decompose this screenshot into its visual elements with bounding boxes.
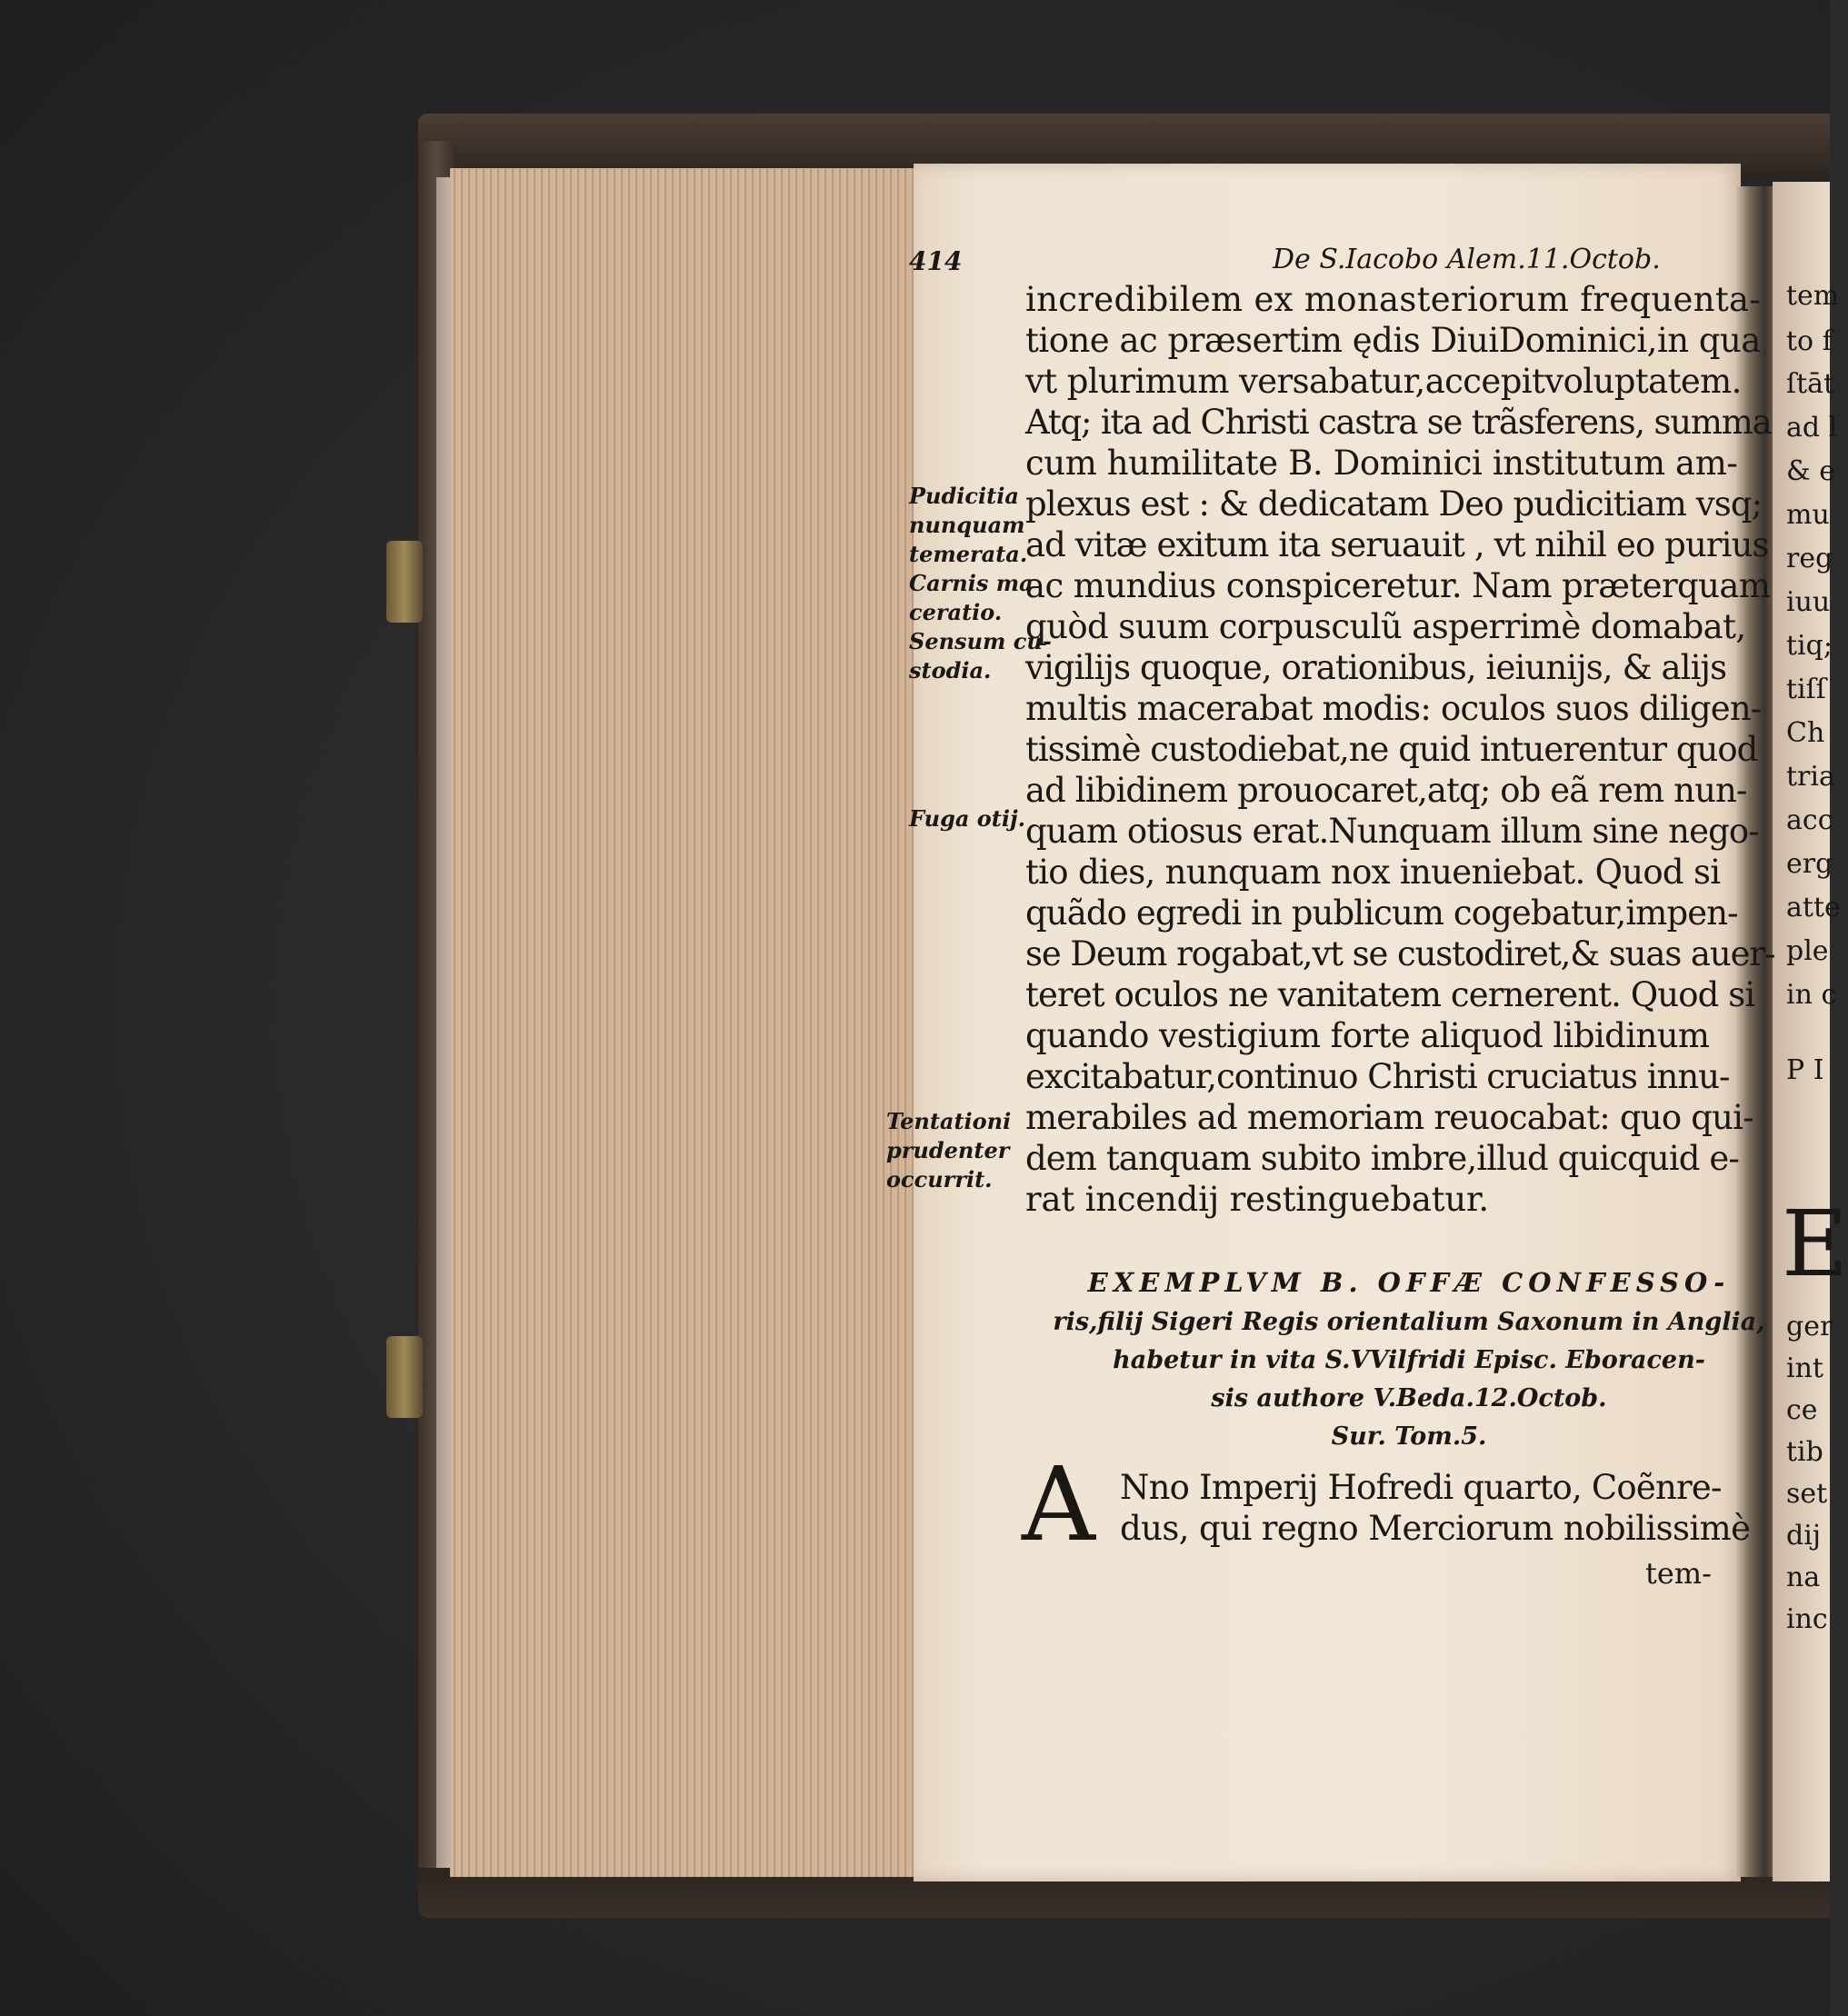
body-line: ad libidinem prouocaret,atq; ob eã rem nun-: [1025, 771, 1747, 810]
marginal-note: Carnis ma ceratio.: [909, 570, 1034, 625]
facing-fragment: ger: [1786, 1311, 1833, 1342]
body-line: quòd suum corpusculũ asperrimè domabat,: [1025, 607, 1746, 646]
body-line: se Deum rogabat,vt se custodiret,& suas auer-: [1025, 934, 1775, 973]
facing-fragment: ſtāt: [1786, 368, 1835, 400]
body-line: quam otiosus erat.Nunquam illum sine nego-: [1025, 812, 1759, 851]
page-number: 414: [909, 246, 963, 276]
body-line: tione ac præsertim ędis DiuiDominici,in qua: [1025, 321, 1761, 360]
facing-fragment: tem: [1786, 280, 1840, 312]
marginal-note: Tentationi prudenter occurrit.: [886, 1108, 1012, 1193]
heading-line: ris,filij Sigeri Regis orientalium Saxonum in Anglia,: [1053, 1308, 1765, 1336]
heading-line: sis authore V.Beda.12.Octob.: [1211, 1384, 1607, 1412]
body-line: quãdo egredi in publicum cogebatur,impen-: [1025, 893, 1738, 933]
body-line: vt plurimum versabatur,accepitvoluptatem.: [1025, 362, 1742, 401]
facing-fragment: set: [1786, 1478, 1828, 1510]
heading-line: EXEMPLVM B. OFFÆ CONFESSO-: [1087, 1267, 1731, 1298]
body-line: ad vitæ exitum ita seruauit , vt nihil eo purius: [1025, 525, 1769, 564]
body-line: ac mundius conspiceretur. Nam præterquam: [1025, 566, 1771, 605]
body-line: dus, qui regno Merciorum nobilissimè: [1120, 1509, 1751, 1548]
heading-line: habetur in vita S.VVilfridi Episc. Eboracen-: [1113, 1346, 1705, 1374]
body-line: quando vestigium forte aliquod libidinum: [1025, 1016, 1710, 1055]
facing-fragment: P I: [1786, 1054, 1824, 1086]
facing-fragment: ad l: [1786, 412, 1838, 444]
clasp-lower: [386, 1336, 423, 1418]
facing-fragment: tiſſ: [1786, 674, 1826, 705]
facing-fragment: dij: [1786, 1520, 1822, 1552]
body-line: rat incendij restinguebatur.: [1025, 1180, 1489, 1219]
heading-line: Sur. Tom.5.: [1331, 1422, 1487, 1451]
facing-fragment: atte: [1786, 892, 1841, 923]
facing-fragment: in c: [1786, 979, 1837, 1011]
page-block-fore-edge: [450, 168, 914, 1877]
body-line: dem tanquam subito imbre,illud quicquid e-: [1025, 1139, 1740, 1178]
marginal-note: Fuga otij.: [909, 805, 1026, 832]
body-line: Nno Imperij Hofredi quarto, Coẽnre-: [1120, 1468, 1722, 1507]
catchword: tem-: [1645, 1556, 1712, 1591]
facing-fragment: Ch: [1786, 717, 1825, 749]
marginal-note: Sensum cu- stodia.: [909, 628, 1052, 684]
facing-fragment: & e: [1786, 455, 1835, 487]
body-line: multis macerabat modis: oculos suos diligen-: [1025, 689, 1762, 728]
facing-fragment: acc: [1786, 804, 1833, 836]
facing-fragment: ple: [1786, 935, 1829, 967]
body-line: Atq; ita ad Christi castra se trãsferens, summa: [1025, 403, 1772, 442]
facing-fragment: tiq;: [1786, 630, 1833, 662]
facing-fragment: ce: [1786, 1394, 1818, 1426]
body-line: teret oculos ne vanitatem cernerent. Quod si: [1025, 975, 1755, 1014]
facing-fragment: tib: [1786, 1436, 1823, 1468]
facing-fragment: reg: [1786, 543, 1833, 574]
clasp-upper: [386, 541, 423, 623]
body-line: vigilijs quoque, orationibus, ieiunijs, & alijs: [1025, 648, 1727, 687]
body-line: incredibilem ex monasteriorum frequenta-: [1025, 280, 1762, 319]
body-line: excitabatur,continuo Christi cruciatus innu-: [1025, 1057, 1730, 1096]
facing-fragment: mu: [1786, 499, 1830, 531]
body-line: cum humilitate B. Dominici institutum am-: [1025, 444, 1738, 483]
facing-fragment: na: [1786, 1562, 1821, 1593]
facing-fragment: iuu: [1786, 586, 1831, 618]
facing-fragment: inc: [1786, 1603, 1828, 1635]
facing-fragment: int: [1786, 1352, 1823, 1384]
body-line: plexus est : & dedicatam Deo pudicitiam vsq;: [1025, 484, 1763, 524]
running-title: De S.Iacobo Alem.11.Octob.: [1273, 244, 1661, 275]
facing-fragment: E: [1782, 1191, 1848, 1297]
facing-fragment: erg: [1786, 848, 1833, 880]
body-line: tissimè custodiebat,ne quid intuerentur quod: [1025, 730, 1758, 769]
marginal-note: Pudicitia nunquam temerata.: [909, 483, 1028, 567]
body-line: tio dies, nunquam nox inueniebat. Quod si: [1025, 853, 1721, 892]
drop-cap: A: [1022, 1446, 1095, 1564]
body-line: merabiles ad memoriam reuocabat: quo qui-: [1025, 1098, 1753, 1137]
facing-fragment: tria: [1786, 761, 1835, 793]
facing-fragment: to f: [1786, 325, 1833, 357]
